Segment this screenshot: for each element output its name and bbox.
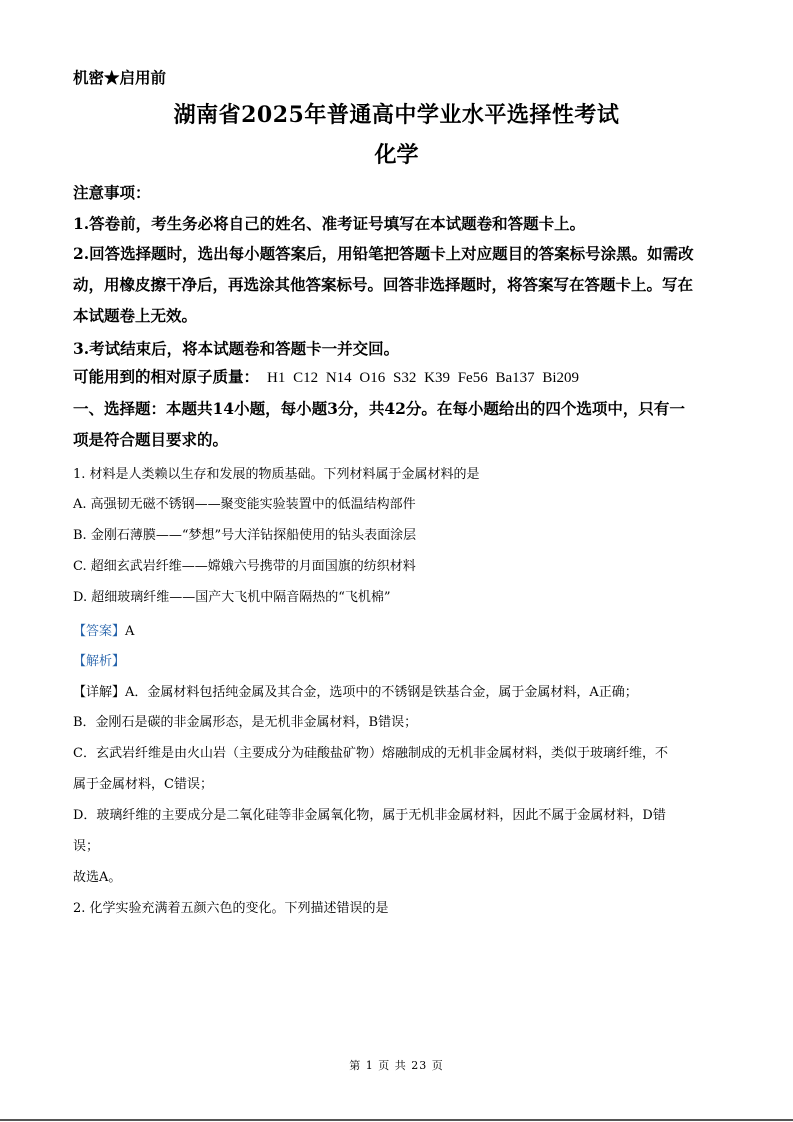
notes-item-1: 1.答卷前，考生务必将自己的姓名、准考证号填写在本试题卷和答题卡上。 xyxy=(73,214,586,233)
notes-item-2-line-3: 本试题卷上无效。 xyxy=(73,306,198,325)
section-heading-line-1: 一、选择题：本题共14小题，每小题3分，共42分。在每小题给出的四个选项中，只有一 xyxy=(73,399,685,418)
detail-d-line-1: D．玻璃纤维的主要成分是二氧化硅等非金属氧化物，属于无机非金属材料，因此不属于金属材料，D错 xyxy=(73,808,666,823)
exam-title: 湖南省2025年普通高中学业水平选择性考试 xyxy=(173,102,620,128)
detail-row-a xyxy=(73,681,720,700)
question-2-stem: 2. 化学实验充满着五颜六色的变化。下列描述错误的是 xyxy=(73,901,389,916)
detail-a: A．金属材料包括纯金属及其合金，选项中的不锈钢是铁基合金，属于金属材料，A正确； xyxy=(125,685,638,700)
notes-item-2-line-1: 2.回答选择题时，选出每小题答案后，用铅笔把答题卡上对应题目的答案标号涂黑。如需改 xyxy=(73,244,694,263)
question-1-option-a: A. 高强韧无磁不锈钢——聚变能实验装置中的低温结构部件 xyxy=(73,497,416,512)
notes-item-2-line-2: 动，用橡皮擦干净后，再选涂其他答案标号。回答非选择题时，将答案写在答题卡上。写在 xyxy=(73,275,694,294)
page-footer: 第 1 页 共 23 页 xyxy=(349,1059,444,1072)
conclusion: 故选A。 xyxy=(73,870,122,885)
question-1-option-d: D. 超细玻璃纤维——国产大飞机中隔音隔热的“飞机棉” xyxy=(73,590,391,605)
detail-c-line-2: 属于金属材料，C错误； xyxy=(73,777,213,792)
detail-tag: 【详解】 xyxy=(73,685,126,700)
question-1-stem: 1. 材料是人类赖以生存和发展的物质基础。下列材料属于金属材料的是 xyxy=(73,467,480,482)
detail-b: B．金刚石是碳的非金属形态，是无机非金属材料，B错误； xyxy=(73,715,418,730)
section-heading-line-2: 项是符合题目要求的。 xyxy=(73,430,229,449)
answer-row xyxy=(73,620,720,639)
subject-title: 化学 xyxy=(374,142,419,168)
question-1-option-b: B. 金刚石薄膜——“梦想”号大洋钻探船使用的钻头表面涂层 xyxy=(73,528,417,543)
bottom-divider xyxy=(0,1119,793,1121)
atomic-mass-values: H1 C12 N14 O16 S32 K39 Fe56 Ba137 Bi209 xyxy=(267,370,580,386)
detail-d-line-2: 误； xyxy=(73,839,100,854)
answer-value: A xyxy=(125,624,135,639)
atomic-mass-label: 可能用到的相对原子质量： xyxy=(73,367,260,386)
question-1-option-c: C. 超细玄武岩纤维——嫦娥六号携带的月面国旗的纺织材料 xyxy=(73,559,416,574)
notes-item-3: 3.考试结束后，将本试题卷和答题卡一并交回。 xyxy=(73,339,400,358)
atomic-mass-row xyxy=(73,365,720,387)
analysis-tag: 【解析】 xyxy=(73,654,126,669)
answer-tag: 【答案】 xyxy=(73,624,126,639)
notes-heading: 注意事项： xyxy=(73,183,151,202)
detail-c-line-1: C．玄武岩纤维是由火山岩（主要成分为硅酸盐矿物）熔融制成的无机非金属材料，类似于玻璃纤维，不 xyxy=(73,746,668,761)
confidential-label: 机密★启用前 xyxy=(73,68,167,87)
